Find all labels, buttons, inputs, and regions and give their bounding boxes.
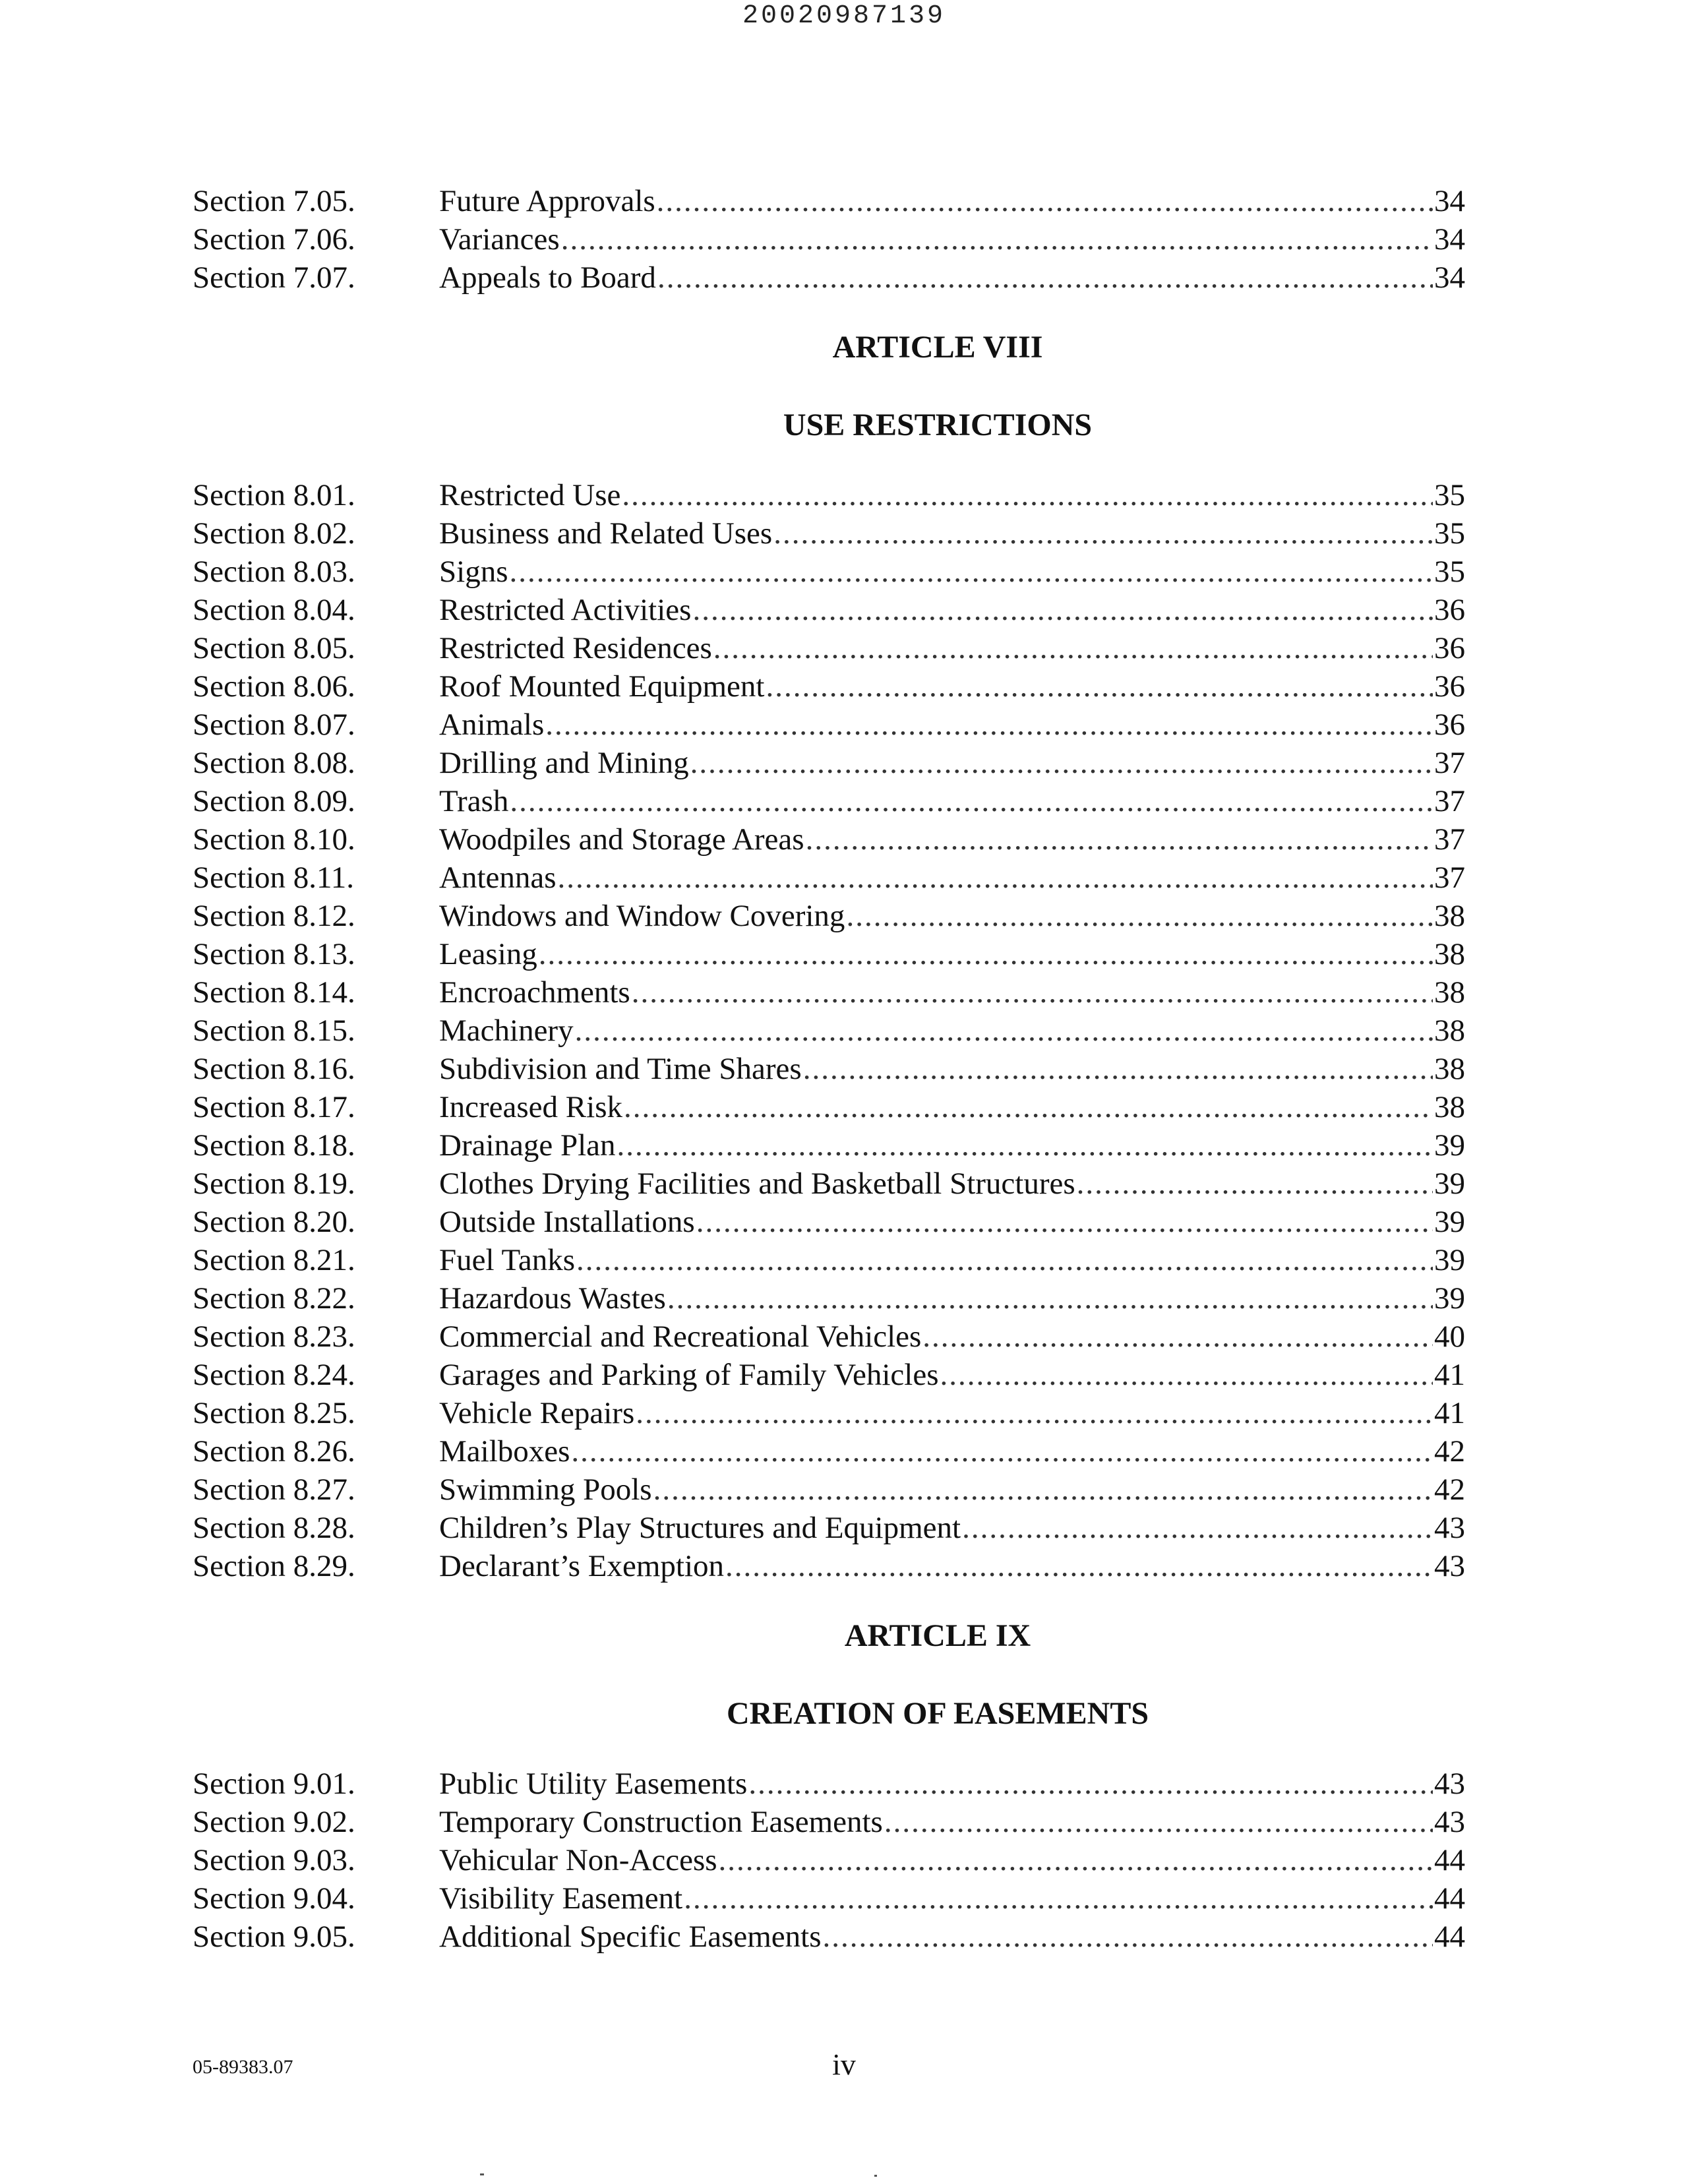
dot-leader <box>725 1547 1433 1585</box>
toc-entry <box>193 667 1465 706</box>
section-title-line <box>439 897 1465 935</box>
section-number: Section 9.03. <box>193 1843 355 1877</box>
toc-entry <box>193 1088 1465 1126</box>
section-number: Section 8.15. <box>193 1014 355 1048</box>
section-title: Commercial and Recreational Vehicles <box>439 1320 922 1354</box>
section-title: Increased Risk <box>439 1090 622 1124</box>
page-number: 34 <box>1434 184 1465 218</box>
page-number: 39 <box>1434 1205 1465 1239</box>
page-number: 39 <box>1434 1167 1465 1201</box>
dot-leader <box>617 1126 1433 1165</box>
toc-entry <box>193 1279 1465 1318</box>
section-title-line <box>439 1879 1465 1918</box>
section-title: Restricted Use <box>439 478 621 512</box>
section-title-line <box>439 744 1465 782</box>
dot-leader <box>576 1241 1433 1279</box>
page-number: 38 <box>1434 899 1465 933</box>
table-of-contents <box>193 182 1465 1956</box>
section-title-line <box>439 859 1465 897</box>
section-title-line <box>439 1841 1465 1879</box>
toc-entry <box>193 744 1465 782</box>
dot-leader <box>539 935 1433 973</box>
section-title-line <box>439 1765 1465 1803</box>
section-title-line <box>439 1050 1465 1088</box>
page-number: 41 <box>1434 1358 1465 1392</box>
section-number: Section 8.17. <box>193 1090 355 1124</box>
page-number: 44 <box>1434 1920 1465 1954</box>
page-number: 37 <box>1434 746 1465 780</box>
section-title-line <box>439 1088 1465 1126</box>
toc-entry <box>193 1356 1465 1394</box>
section-number: Section 8.18. <box>193 1128 355 1163</box>
page-number: 36 <box>1434 631 1465 665</box>
toc-entry <box>193 1471 1465 1509</box>
dot-leader <box>575 1012 1433 1050</box>
section-number: Section 7.05. <box>193 184 355 218</box>
dot-leader <box>510 782 1433 820</box>
section-number: Section 8.05. <box>193 631 355 665</box>
section-number: Section 8.07. <box>193 708 355 742</box>
dot-leader <box>748 1765 1433 1803</box>
page-number: 43 <box>1434 1511 1465 1545</box>
section-title-line <box>439 629 1465 667</box>
section-number: Section 8.14. <box>193 975 355 1010</box>
page-number: 35 <box>1434 516 1465 551</box>
dot-leader <box>803 1050 1433 1088</box>
dot-leader <box>823 1918 1433 1956</box>
section-title-line <box>439 1394 1465 1432</box>
section-title: Signs <box>439 555 508 589</box>
section-title-line <box>439 1803 1465 1841</box>
scan-speck <box>480 2173 484 2175</box>
section-title-line <box>439 514 1465 553</box>
dot-leader <box>719 1841 1433 1879</box>
dot-leader <box>713 629 1433 667</box>
dot-leader <box>692 591 1433 629</box>
section-title: Leasing <box>439 937 537 971</box>
dot-leader <box>636 1394 1433 1432</box>
dot-leader <box>510 553 1433 591</box>
section-number: Section 8.06. <box>193 669 355 704</box>
scan-speck <box>874 2175 877 2177</box>
section-title-line <box>439 1241 1465 1279</box>
section-title-line <box>439 220 1465 258</box>
dot-leader <box>657 182 1433 220</box>
toc-entry <box>193 1509 1465 1547</box>
section-title: Temporary Construction Easements <box>439 1805 883 1839</box>
article-heading: ARTICLE IX <box>844 1618 1031 1653</box>
section-title-line <box>439 1165 1465 1203</box>
page-number: 43 <box>1434 1805 1465 1839</box>
section-title-line <box>439 782 1465 820</box>
dot-leader <box>940 1356 1433 1394</box>
toc-entry <box>193 1241 1465 1279</box>
toc-entry <box>193 591 1465 629</box>
section-title: Trash <box>439 784 509 818</box>
section-title-line <box>439 667 1465 706</box>
toc-entry <box>193 1841 1465 1879</box>
section-number: Section 8.12. <box>193 899 355 933</box>
footer-page-number: iv <box>832 2048 856 2081</box>
section-title: Restricted Activities <box>439 593 692 627</box>
page-number: 35 <box>1434 555 1465 589</box>
section-number: Section 8.26. <box>193 1434 355 1469</box>
page-number: 36 <box>1434 669 1465 704</box>
toc-entry <box>193 1432 1465 1471</box>
toc-entry <box>193 935 1465 973</box>
section-title: Restricted Residences <box>439 631 712 665</box>
page-number: 34 <box>1434 222 1465 257</box>
page-number: 36 <box>1434 593 1465 627</box>
toc-group <box>193 1765 1465 1956</box>
dot-leader <box>846 897 1433 935</box>
section-title: Children’s Play Structures and Equipment <box>439 1511 961 1545</box>
section-title: Visibility Easement <box>439 1881 683 1916</box>
section-number: Section 8.24. <box>193 1358 355 1392</box>
dot-leader <box>690 744 1433 782</box>
dot-leader <box>962 1509 1433 1547</box>
section-title: Mailboxes <box>439 1434 570 1469</box>
toc-entry <box>193 973 1465 1012</box>
page-number: 37 <box>1434 861 1465 895</box>
section-number: Section 9.05. <box>193 1920 355 1954</box>
dot-leader <box>922 1318 1433 1356</box>
section-title: Windows and Window Covering <box>439 899 845 933</box>
document-id: 20020987139 <box>742 1 946 31</box>
page-number: 37 <box>1434 822 1465 857</box>
dot-leader <box>684 1879 1433 1918</box>
page-number: 41 <box>1434 1396 1465 1430</box>
section-title-line <box>439 973 1465 1012</box>
section-title: Machinery <box>439 1014 574 1048</box>
toc-entry <box>193 1050 1465 1088</box>
section-number: Section 8.29. <box>193 1549 355 1583</box>
section-number: Section 8.01. <box>193 478 355 512</box>
section-title-line <box>439 1126 1465 1165</box>
dot-leader <box>806 820 1433 859</box>
page-number: 34 <box>1434 260 1465 295</box>
toc-entry <box>193 1318 1465 1356</box>
dot-leader <box>884 1803 1433 1841</box>
toc-group <box>193 476 1465 1585</box>
section-title-line <box>439 1547 1465 1585</box>
article-name: USE RESTRICTIONS <box>783 408 1093 442</box>
dot-leader <box>561 220 1433 258</box>
section-number: Section 9.02. <box>193 1805 355 1839</box>
section-number: Section 8.16. <box>193 1052 355 1086</box>
section-title-line <box>439 1279 1465 1318</box>
page-number: 40 <box>1434 1320 1465 1354</box>
section-number: Section 7.07. <box>193 260 355 295</box>
dot-leader <box>773 514 1433 553</box>
toc-entry <box>193 1803 1465 1841</box>
dot-leader <box>657 258 1433 297</box>
section-title: Clothes Drying Facilities and Basketball Structures <box>439 1167 1075 1201</box>
page-number: 36 <box>1434 708 1465 742</box>
section-title-line <box>439 935 1465 973</box>
toc-articles <box>193 328 1465 1956</box>
dot-leader <box>667 1279 1433 1318</box>
section-number: Section 8.13. <box>193 937 355 971</box>
page-number: 43 <box>1434 1549 1465 1583</box>
section-title: Antennas <box>439 861 557 895</box>
section-title: Variances <box>439 222 560 257</box>
section-title-line <box>439 1356 1465 1394</box>
toc-entry <box>193 629 1465 667</box>
section-title: Vehicular Non-Access <box>439 1843 717 1877</box>
page-number: 44 <box>1434 1843 1465 1877</box>
toc-group-pre <box>193 182 1465 297</box>
section-number: Section 8.08. <box>193 746 355 780</box>
dot-leader <box>571 1432 1433 1471</box>
toc-entry <box>193 476 1465 514</box>
section-title-line <box>439 1432 1465 1471</box>
page-number: 43 <box>1434 1767 1465 1801</box>
page-number: 35 <box>1434 478 1465 512</box>
section-title-line <box>439 476 1465 514</box>
toc-entry <box>193 897 1465 935</box>
toc-entry <box>193 1879 1465 1918</box>
toc-entry <box>193 859 1465 897</box>
toc-entry <box>193 1165 1465 1203</box>
section-title-line <box>439 1012 1465 1050</box>
dot-leader <box>558 859 1433 897</box>
toc-entry <box>193 1918 1465 1956</box>
section-title: Appeals to Board <box>439 260 656 295</box>
section-number: Section 8.23. <box>193 1320 355 1354</box>
toc-entry <box>193 553 1465 591</box>
page-number: 39 <box>1434 1128 1465 1163</box>
section-number: Section 8.04. <box>193 593 355 627</box>
page-number: 38 <box>1434 1052 1465 1086</box>
section-title-line <box>439 1918 1465 1956</box>
article-heading: ARTICLE VIII <box>832 330 1043 365</box>
section-title: Roof Mounted Equipment <box>439 669 765 704</box>
section-title-line <box>439 1509 1465 1547</box>
toc-entry <box>193 220 1465 258</box>
section-number: Section 8.02. <box>193 516 355 551</box>
toc-entry <box>193 514 1465 553</box>
section-number: Section 8.28. <box>193 1511 355 1545</box>
section-title: Outside Installations <box>439 1205 695 1239</box>
section-title: Public Utility Easements <box>439 1767 748 1801</box>
dot-leader <box>1077 1165 1433 1203</box>
section-number: Section 8.09. <box>193 784 355 818</box>
toc-entry <box>193 1765 1465 1803</box>
toc-entry <box>193 820 1465 859</box>
page-number: 39 <box>1434 1281 1465 1316</box>
dot-leader <box>632 973 1433 1012</box>
section-title: Subdivision and Time Shares <box>439 1052 802 1086</box>
section-title: Garages and Parking of Family Vehicles <box>439 1358 939 1392</box>
section-number: Section 8.20. <box>193 1205 355 1239</box>
page-number: 42 <box>1434 1434 1465 1469</box>
toc-entry <box>193 1126 1465 1165</box>
section-title: Business and Related Uses <box>439 516 773 551</box>
toc-entry <box>193 1547 1465 1585</box>
page-number: 38 <box>1434 975 1465 1010</box>
section-title-line <box>439 553 1465 591</box>
section-title-line <box>439 258 1465 297</box>
section-title: Drilling and Mining <box>439 746 689 780</box>
page-number: 44 <box>1434 1881 1465 1916</box>
section-title: Encroachments <box>439 975 630 1010</box>
page-number: 42 <box>1434 1472 1465 1507</box>
section-title: Animals <box>439 708 545 742</box>
section-number: Section 8.22. <box>193 1281 355 1316</box>
section-title-line <box>439 1203 1465 1241</box>
page-number: 38 <box>1434 1014 1465 1048</box>
section-title: Future Approvals <box>439 184 655 218</box>
page-number: 38 <box>1434 937 1465 971</box>
section-title-line <box>439 1318 1465 1356</box>
section-title: Additional Specific Easements <box>439 1920 822 1954</box>
section-title: Drainage Plan <box>439 1128 616 1163</box>
toc-entry <box>193 782 1465 820</box>
toc-entry <box>193 706 1465 744</box>
section-title: Swimming Pools <box>439 1472 652 1507</box>
section-number: Section 8.10. <box>193 822 355 857</box>
section-number: Section 8.21. <box>193 1243 355 1277</box>
section-title: Fuel Tanks <box>439 1243 576 1277</box>
section-number: Section 9.01. <box>193 1767 355 1801</box>
toc-entry <box>193 1394 1465 1432</box>
section-title-line <box>439 182 1465 220</box>
section-title-line <box>439 591 1465 629</box>
section-title-line <box>439 706 1465 744</box>
section-number: Section 8.27. <box>193 1472 355 1507</box>
toc-entry <box>193 1203 1465 1241</box>
section-title-line <box>439 820 1465 859</box>
toc-entry <box>193 1012 1465 1050</box>
dot-leader <box>622 476 1433 514</box>
section-title-line <box>439 1471 1465 1509</box>
dot-leader <box>653 1471 1433 1509</box>
section-title: Vehicle Repairs <box>439 1396 635 1430</box>
section-number: Section 8.11. <box>193 861 354 895</box>
section-title: Declarant’s Exemption <box>439 1549 724 1583</box>
toc-entry <box>193 182 1465 220</box>
toc-entry <box>193 258 1465 297</box>
section-title: Hazardous Wastes <box>439 1281 666 1316</box>
section-number: Section 7.06. <box>193 222 355 257</box>
dot-leader <box>545 706 1433 744</box>
section-number: Section 9.04. <box>193 1881 355 1916</box>
section-number: Section 8.19. <box>193 1167 355 1201</box>
page-number: 39 <box>1434 1243 1465 1277</box>
page-number: 38 <box>1434 1090 1465 1124</box>
dot-leader <box>624 1088 1433 1126</box>
dot-leader <box>766 667 1433 706</box>
section-number: Section 8.03. <box>193 555 355 589</box>
footer-doc-code: 05-89383.07 <box>193 2056 293 2078</box>
section-number: Section 8.25. <box>193 1396 355 1430</box>
dot-leader <box>696 1203 1433 1241</box>
article-name: CREATION OF EASEMENTS <box>726 1696 1149 1731</box>
section-title: Woodpiles and Storage Areas <box>439 822 804 857</box>
page-number: 37 <box>1434 784 1465 818</box>
